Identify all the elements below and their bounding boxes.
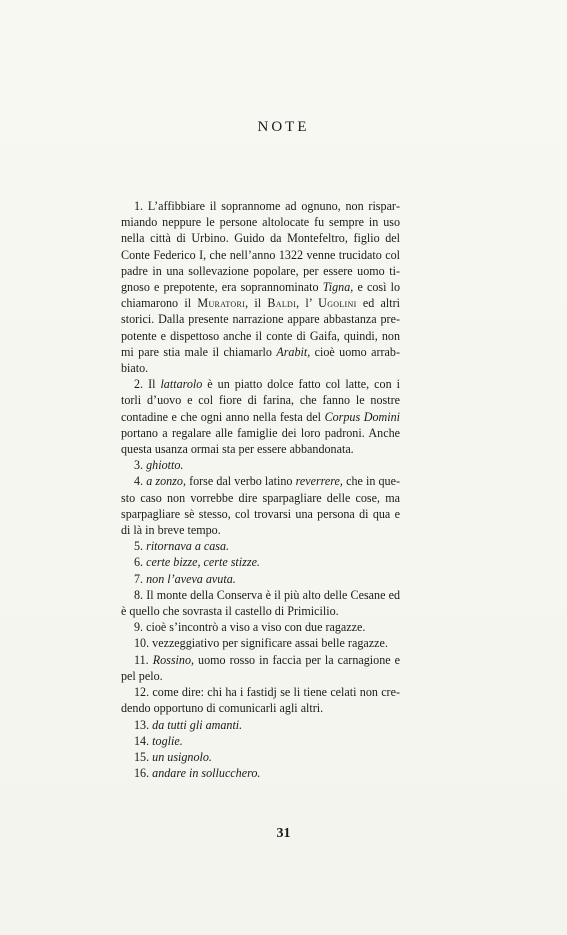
note-text: andare in sollucchero.: [152, 766, 261, 781]
note-text: come dire: chi ha i fastidj se li tiene celati non credendo opportuno di comunicarli agli altri.: [121, 685, 400, 716]
note-number: 15.: [134, 749, 150, 764]
note-text: uomo rosso in faccia per la carnagione e pel pelo.: [121, 652, 400, 683]
note-text: ed altri storici. Dalla presente narrazione appare abbastanza prepotente e dispettoso anche il conte di Gaifa, quindi, non mi pare stia male il chiamarlo: [121, 296, 401, 359]
note-number: 12.: [134, 685, 150, 700]
note-text: , l’: [296, 296, 319, 311]
note-text: cioè s’incontrò a viso a viso con due ragazze.: [146, 620, 366, 635]
note-item: [121, 717, 400, 733]
note-item: [121, 587, 400, 619]
notes-list: [121, 198, 400, 781]
note-text: Baldi: [267, 296, 297, 311]
note-item: [121, 619, 400, 635]
note-text: , cioè uomo arrabbiato.: [121, 344, 400, 376]
note-item: [121, 571, 400, 587]
note-text: da tutti gli amanti.: [152, 717, 243, 732]
note-item: [121, 635, 400, 651]
note-number: 2.: [134, 377, 144, 392]
note-text: e così lo chiamarono il: [121, 280, 400, 311]
note-number: 4.: [134, 474, 144, 489]
note-item: [121, 457, 400, 473]
page-title: NOTE: [257, 119, 310, 135]
note-item: [121, 684, 400, 716]
note-text: un usignolo.: [152, 749, 212, 764]
note-item: [121, 749, 400, 765]
note-number: 7.: [134, 571, 144, 586]
note-item: [121, 376, 400, 457]
note-text: Arabit: [276, 344, 308, 359]
note-text: che in questo caso non vorrebbe dire sparpagliare delle cose, ma sparpagliare sè stesso, col trovarsi una persona di qua e di là in breve tempo.: [121, 474, 401, 538]
note-number: 5.: [134, 539, 144, 554]
note-number: 1.: [134, 199, 144, 213]
note-text: ritornava a casa.: [146, 539, 230, 554]
note-number: 11.: [134, 652, 149, 667]
note-text: toglie.: [152, 733, 183, 748]
note-text: Il: [148, 377, 161, 392]
note-item: [121, 733, 400, 749]
note-item: [121, 198, 400, 376]
note-text: Ugolini: [318, 296, 357, 311]
note-text: Il monte della Conserva è il più alto delle Cesane ed è quello che sovrasta il castello di Primicilio.: [121, 587, 401, 619]
note-text: , il: [245, 296, 268, 311]
note-item: [121, 538, 400, 554]
note-number: 10.: [134, 636, 150, 651]
note-text: Tigna,: [322, 280, 354, 295]
note-text: Corpus Domini: [324, 409, 400, 424]
note-text: vezzeggiativo per significare assai belle ragazze.: [152, 636, 388, 651]
note-text: L’affibbiare il soprannome ad ognuno, non risparmiando neppure le persone altolocate fu sempre in uso nella città di Urbino. Guido da Montefeltro, figlio del Conte Federico I, che nell’anno 1322 venne trucidato col padre in una sollevazione popolare, per essere uomo tignoso e prepotente, era soprannominato: [121, 199, 400, 295]
note-text: è un piatto dolce fatto col latte, con i torli d’uovo e col fiore di farina, che fanno le nostre contadine e che ogni anno nella festa del: [121, 377, 400, 424]
note-item: [121, 554, 400, 570]
note-number: 13.: [134, 717, 150, 732]
note-text: lattarolo: [160, 377, 203, 392]
note-number: 14.: [134, 733, 150, 748]
note-number: 8.: [134, 587, 144, 602]
page-number: 31: [276, 826, 291, 841]
note-text: ghiotto.: [146, 458, 184, 473]
note-number: 9.: [134, 620, 144, 635]
note-text: , forse dal verbo latino: [182, 474, 296, 489]
note-text: Muratori: [197, 296, 246, 311]
note-item: [121, 765, 400, 781]
note-text: Rossino,: [152, 652, 195, 667]
note-number: 6.: [134, 555, 144, 570]
note-text: non l’aveva avuta.: [146, 571, 236, 586]
note-item: [121, 652, 400, 684]
note-text: certe bizze, certe stizze.: [146, 555, 260, 570]
note-item: [121, 473, 400, 538]
note-number: 16.: [134, 766, 150, 781]
note-text: a zonzo: [146, 474, 183, 489]
note-number: 3.: [134, 458, 144, 473]
note-text: portano a regalare alle famiglie dei loro padroni. Anche questa usanza ormai sta per essere abbandonata.: [121, 425, 400, 457]
note-text: reverrere,: [295, 474, 343, 489]
